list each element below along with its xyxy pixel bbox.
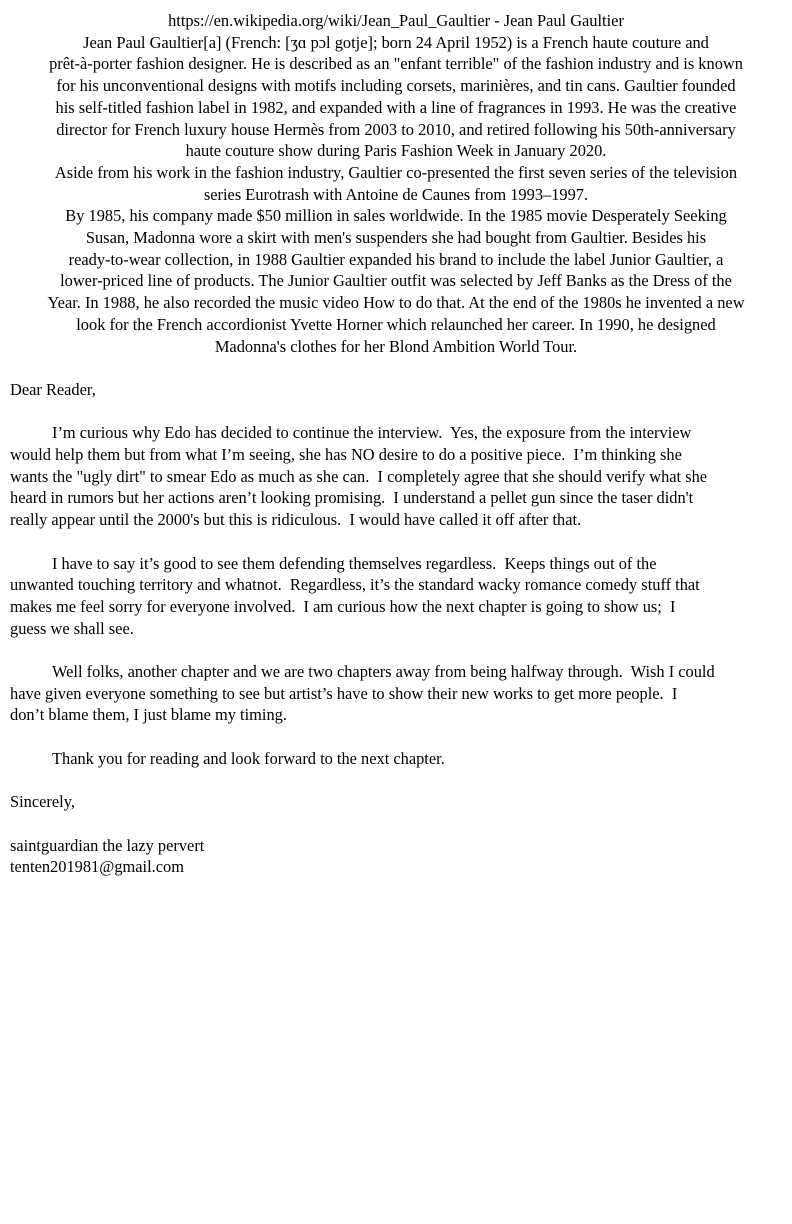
letter-line: wants the "ugly dirt" to smear Edo as much as she can. I completely agree that she should verify what she xyxy=(10,466,708,486)
letter-line: I’m curious why Edo has decided to continue the interview. Yes, the exposure from the interview xyxy=(52,423,692,443)
excerpt-line: haute couture show during Paris Fashion Week in January 2020. xyxy=(185,141,607,161)
excerpt-line: his self-titled fashion label in 1982, and expanded with a line of fragrances in 1993. He was the creative xyxy=(55,97,737,117)
wikipedia-excerpt xyxy=(10,10,782,357)
letter-paragraph xyxy=(10,422,782,531)
letter-line: don’t blame them, I just blame my timing. xyxy=(10,705,287,725)
letter-body xyxy=(10,422,782,769)
letter-line: Well folks, another chapter and we are two chapters away from being halfway through. Wish I could xyxy=(52,662,715,682)
excerpt-line: By 1985, his company made $50 million in sales worldwide. In the 1985 movie Desperately Seeking xyxy=(65,206,727,226)
excerpt-line: ready-to-wear collection, in 1988 Gaultier expanded his brand to include the label Junior Gaultier, a xyxy=(68,249,724,269)
letter-line: I have to say it’s good to see them defending themselves regardless. Keeps things out of the xyxy=(52,553,657,573)
excerpt-line: prêt-à-porter fashion designer. He is described as an "enfant terrible" of the fashion industry and is known xyxy=(49,54,743,74)
letter-salutation: Dear Reader, xyxy=(10,379,96,399)
letter-paragraph xyxy=(10,661,782,726)
excerpt-line: look for the French accordionist Yvette Horner which relaunched her career. In 1990, he designed xyxy=(76,314,716,334)
excerpt-line: Year. In 1988, he also recorded the music video How to do that. At the end of the 1980s he invented a new xyxy=(47,293,745,313)
excerpt-line: for his unconventional designs with motifs including corsets, marinières, and tin cans. Gaultier founded xyxy=(56,76,736,96)
excerpt-line: Jean Paul Gaultier[a] (French: [ʒɑ pɔl gotje]; born 24 April 1952) is a French haute couture and xyxy=(83,32,709,52)
excerpt-line: https://en.wikipedia.org/wiki/Jean_Paul_Gaultier - Jean Paul Gaultier xyxy=(168,11,624,30)
excerpt-line: lower-priced line of products. The Junior Gaultier outfit was selected by Jeff Banks as the Dress of the xyxy=(60,271,732,291)
letter-line: Thank you for reading and look forward to the next chapter. xyxy=(52,748,445,768)
excerpt-line: Madonna's clothes for her Blond Ambition World Tour. xyxy=(214,336,578,356)
excerpt-line: Aside from his work in the fashion industry, Gaultier co-presented the first seven series of the television xyxy=(54,162,738,182)
letter-paragraph xyxy=(10,553,782,640)
letter-closing: Sincerely, xyxy=(10,792,75,812)
signature-name: saintguardian the lazy pervert xyxy=(10,835,205,855)
letter-line: would help them but from what I’m seeing, she has NO desire to do a positive piece. I’m thinking she xyxy=(10,445,682,465)
letter-paragraph xyxy=(10,748,782,770)
signature-block xyxy=(10,835,782,878)
letter-line: have given everyone something to see but artist’s have to show their new works to get more people. I xyxy=(10,683,678,703)
letter-line: makes me feel sorry for everyone involved. I am curious how the next chapter is going to show us; I xyxy=(10,596,676,616)
letter-line: really appear until the 2000's but this is ridiculous. I would have called it off after that. xyxy=(10,510,582,530)
letter-line: unwanted touching territory and whatnot. Regardless, it’s the standard wacky romance comedy stuff that xyxy=(10,575,700,595)
signature-email: tenten201981@gmail.com xyxy=(10,857,184,877)
excerpt-line: director for French luxury house Hermès from 2003 to 2010, and retired following his 50th-anniversary xyxy=(56,119,736,139)
excerpt-line: Susan, Madonna wore a skirt with men's suspenders she had bought from Gaultier. Besides his xyxy=(85,228,707,248)
letter-line: guess we shall see. xyxy=(10,618,134,638)
excerpt-line: series Eurotrash with Antoine de Caunes from 1993–1997. xyxy=(203,184,589,204)
letter-line: heard in rumors but her actions aren’t looking promising. I understand a pellet gun since the taser didn't xyxy=(10,488,694,508)
letter xyxy=(10,379,782,878)
